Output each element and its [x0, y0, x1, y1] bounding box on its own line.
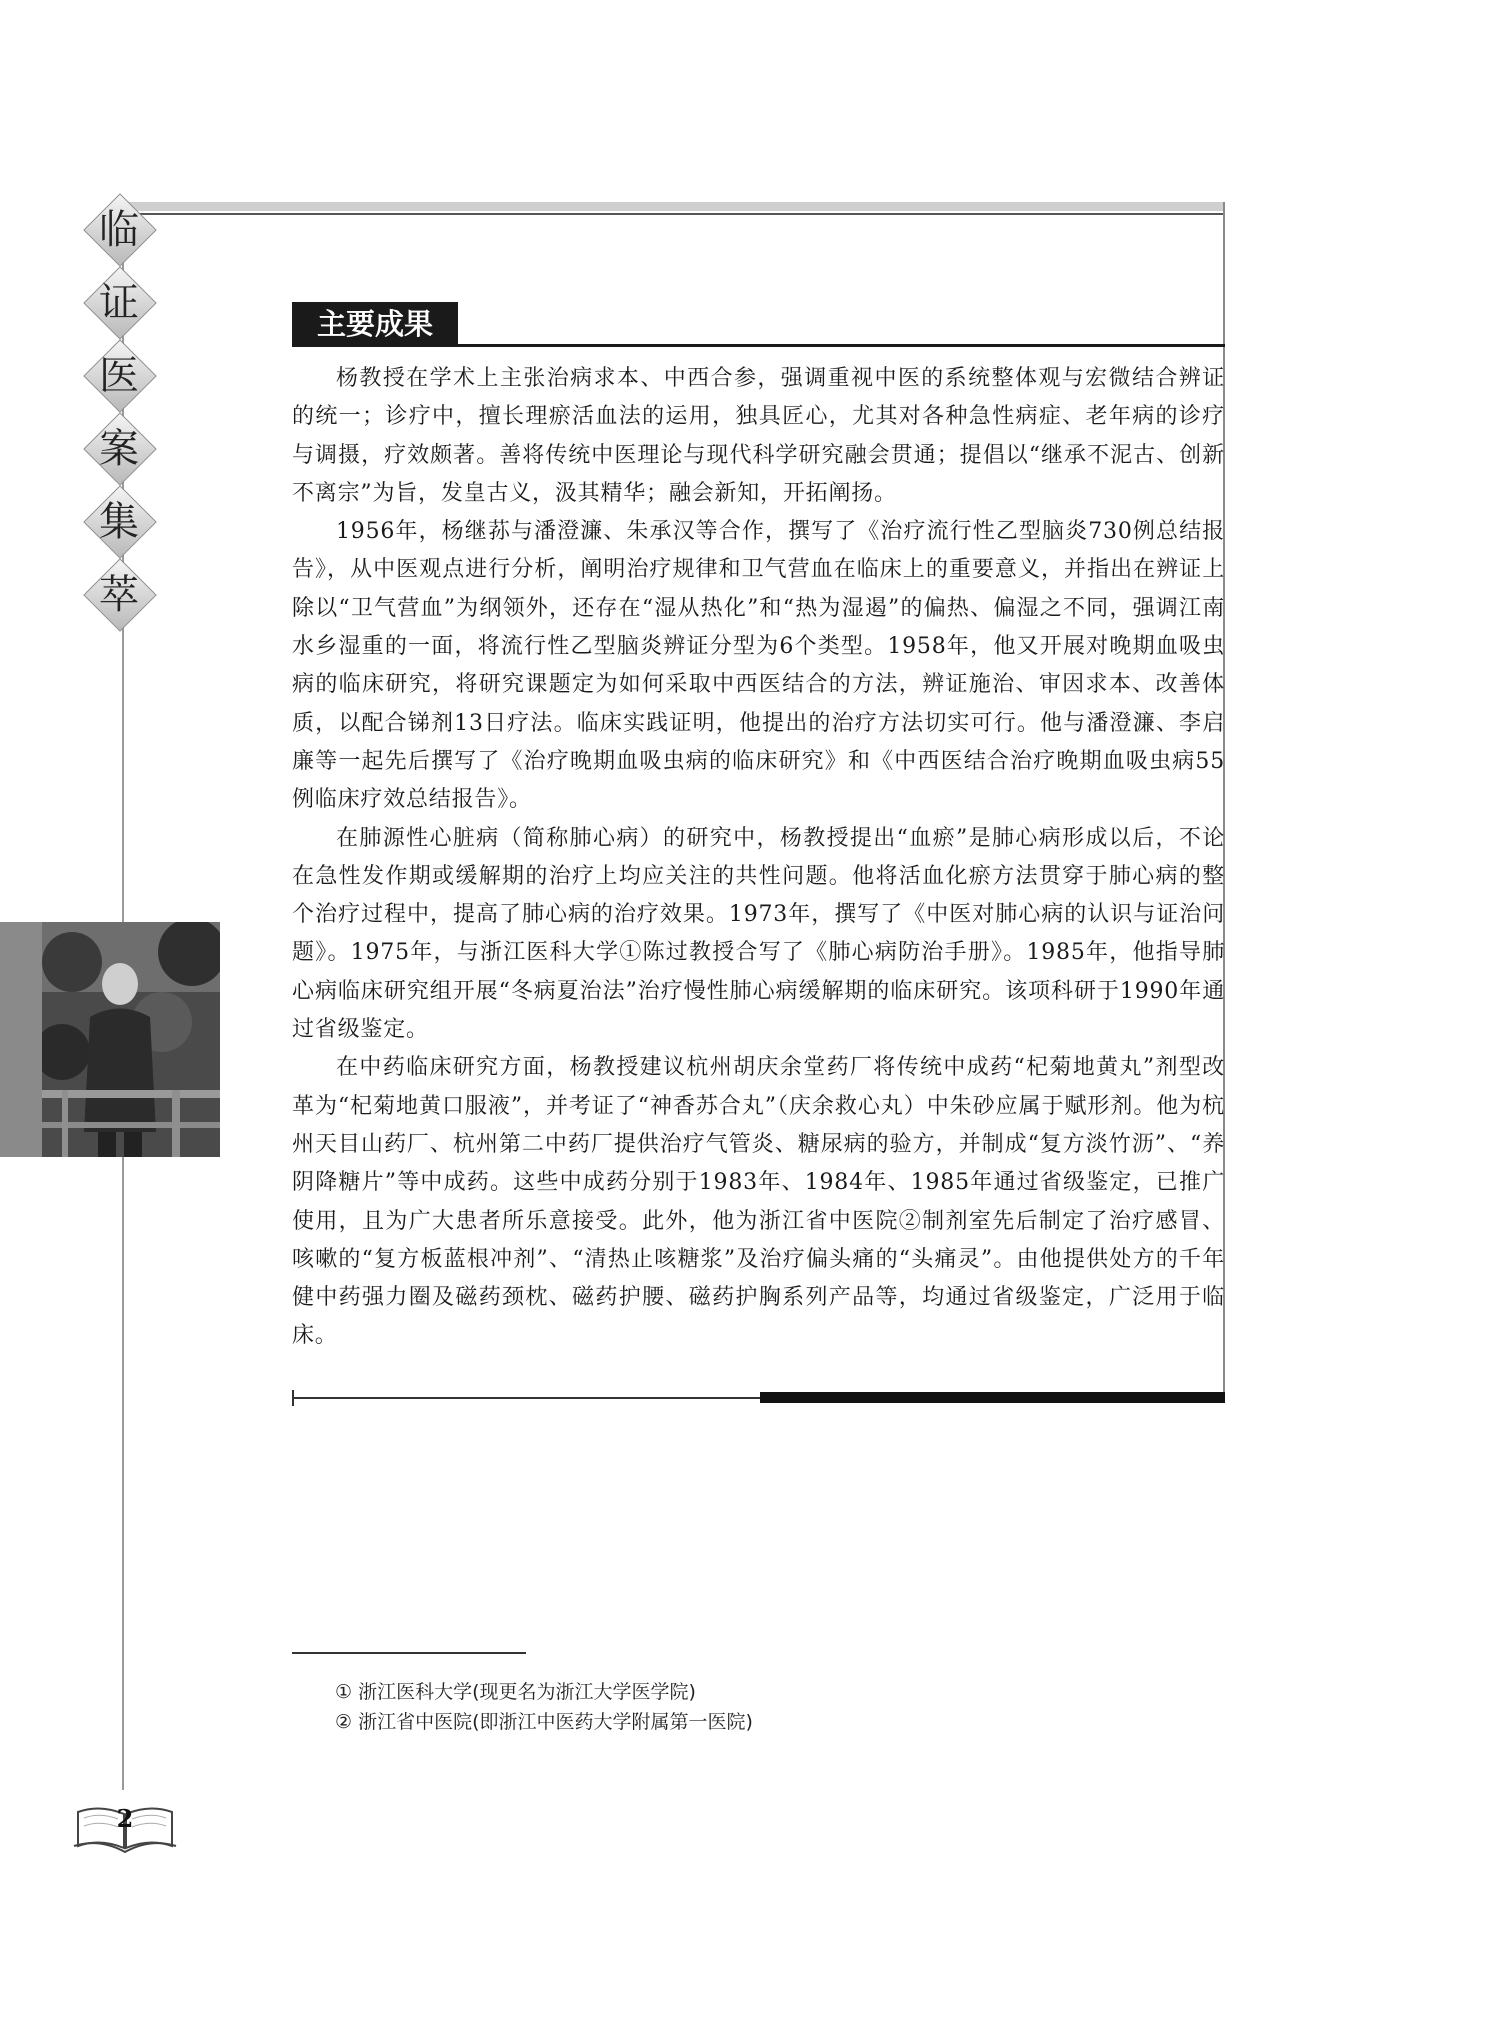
series-title-char: 证	[86, 273, 166, 346]
page-number: 2	[116, 1804, 134, 1833]
series-title-char: 案	[86, 419, 166, 492]
series-title-vertical	[86, 200, 166, 638]
series-title-char: 集	[86, 492, 166, 565]
body-paragraph: 1956年，杨继荪与潘澄濂、朱承汉等合作，撰写了《治疗流行性乙型脑炎730例总结报告》，从中医观点进行分析，阐明治疗规律和卫气营血在临床上的重要意义，并指出在辨证上除以“卫气营血”为纲领外，还存在“湿从热化”和“热为湿遏”的偏热、偏湿之不同，强调江南水乡湿重的一面，将流行性乙型脑炎辨证分型为6个类型。1958年，他又开展对晚期血吸虫病的临床研究，将研究课题定为如何采取中西医结合的方法，辨证施治、审因求本、改善体质，以配合锑剂13日疗法。临床实践证明，他提出的治疗方法切实可行。他与潘澄濂、李启廉等一起先后撰写了《治疗晚期血吸虫病的临床研究》和《中西医结合治疗晚期血吸虫病55例临床疗效总结报告》。	[292, 519, 1225, 813]
portrait-photo	[42, 922, 220, 1157]
footnote-separator	[292, 1652, 526, 1654]
series-title-char: 医	[86, 346, 166, 419]
series-title-char: 临	[86, 200, 166, 273]
left-gray-panel	[0, 922, 42, 1157]
footnotes	[335, 1677, 1035, 1737]
page-number-badge	[70, 1798, 180, 1858]
footnote-item: ② 浙江省中医院(即浙江中医药大学附属第一医院)	[335, 1711, 753, 1733]
header-rule-dark	[122, 213, 1225, 215]
bottom-rule-thick	[760, 1392, 1225, 1403]
footnote-item: ① 浙江医科大学(现更名为浙江大学医学院)	[335, 1681, 696, 1703]
body-paragraph: 在中药临床研究方面，杨教授建议杭州胡庆余堂药厂将传统中成药“杞菊地黄丸”剂型改革为“杞菊地黄口服液”，并考证了“神香苏合丸”（庆余救心丸）中朱砂应属于赋形剂。他为杭州天目山药厂、杭州第二中药厂提供治疗气管炎、糖尿病的验方，并制成“复方淡竹沥”、“养阴降糖片”等中成药。这些中成药分别于1983年、1984年、1985年通过省级鉴定，已推广使用，且为广大患者所乐意接受。此外，他为浙江省中医院②制剂室先后制定了治疗感冒、咳嗽的“复方板蓝根冲剂”、“清热止咳糖浆”及治疗偏头痛的“头痛灵”。由他提供处方的千年健中药强力圈及磁药颈枕、磁药护腰、磁药护胸系列产品等，均通过省级鉴定，广泛用于临床。	[292, 1055, 1225, 1349]
section-heading: 主要成果	[292, 302, 458, 346]
header-rule-light	[122, 202, 1225, 211]
body-paragraph: 杨教授在学术上主张治病求本、中西合参，强调重视中医的系统整体观与宏微结合辨证的统一；诊疗中，擅长理瘀活血法的运用，独具匠心，尤其对各种急性病症、老年病的诊疗与调摄，疗效颇著。善将传统中医理论与现代科学研究融会贯通；提倡以“继承不泥古、创新不离宗”为旨，发皇古义，汲其精华；融会新知，开拓阐扬。	[292, 366, 1225, 506]
body-text	[292, 360, 1225, 1356]
series-title-char: 萃	[86, 565, 166, 638]
body-paragraph: 在肺源性心脏病（简称肺心病）的研究中，杨教授提出“血瘀”是肺心病形成以后，不论在急性发作期或缓解期的治疗上均应关注的共性问题。他将活血化瘀方法贯穿于肺心病的整个治疗过程中，提高了肺心病的治疗效果。1973年，撰写了《中医对肺心病的认识与证治问题》。1975年，与浙江医科大学①陈过教授合写了《肺心病防治手册》。1985年，他指导肺心病临床研究组开展“冬病夏治法”治疗慢性肺心病缓解期的临床研究。该项科研于1990年通过省级鉴定。	[292, 825, 1225, 1043]
section-heading-rule	[292, 344, 1225, 347]
bottom-rule-thin	[292, 1397, 762, 1399]
portrait-photo-illustration	[42, 922, 220, 1157]
